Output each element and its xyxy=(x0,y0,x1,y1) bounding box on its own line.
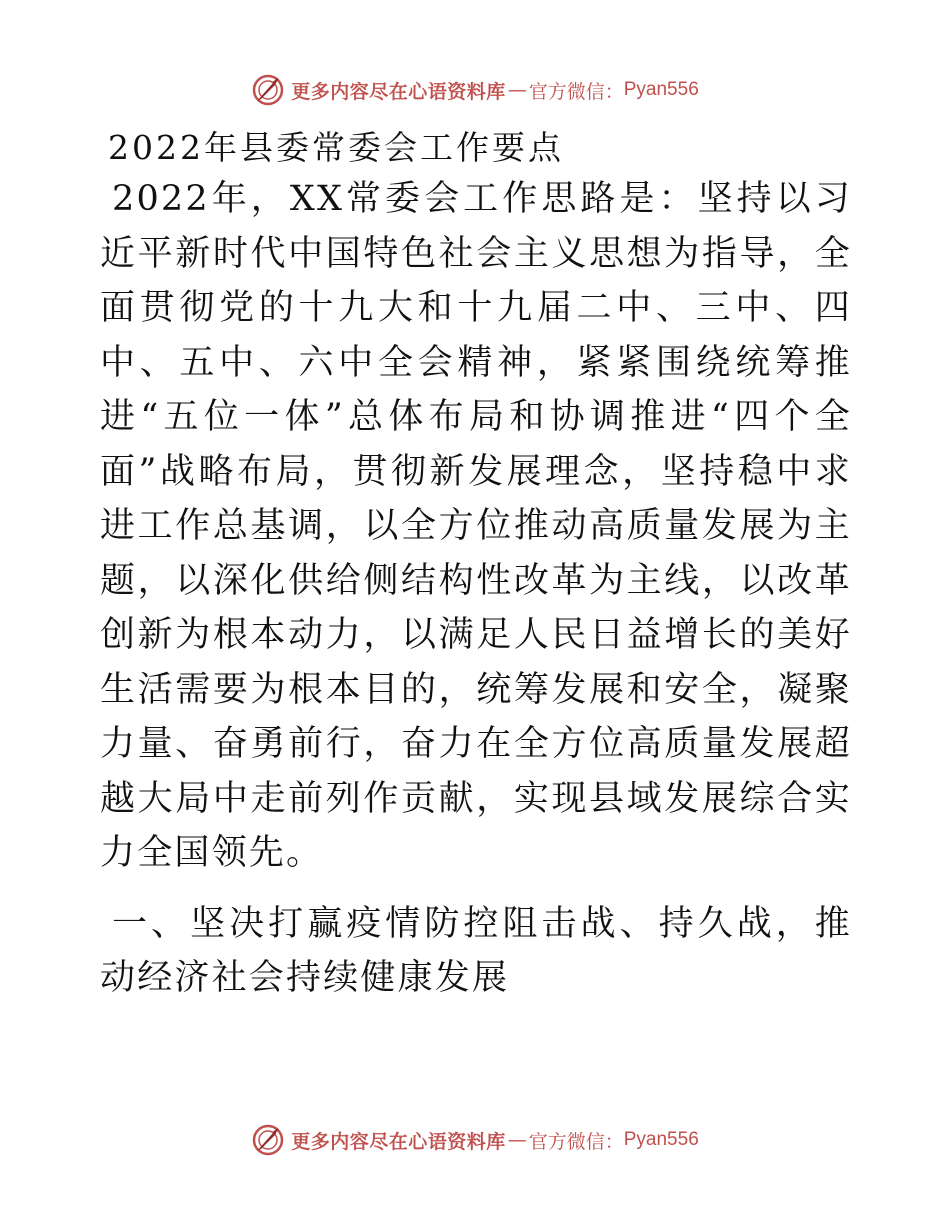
banner-main-text: 更多内容尽在心语资料库 xyxy=(291,80,506,103)
banner-wechat-id: Pyan556 xyxy=(623,1129,699,1150)
section-1-heading: 一、坚决打赢疫情防控阻击战、持久战，推动经济社会持续健康发展 xyxy=(100,903,852,998)
intro-paragraph: 2022年，XX常委会工作思路是：坚持以习近平新时代中国特色社会主义思想为指导，全面贯彻党的十九大和十九届二中、三中、四中、五中、六中全会精神，紧紧围绕统筹推进“五位一体”总体布局和协调推进“四个全面”战略布局，贯彻新发展理念，坚持稳中求进工作总基调，以全方位推动高质量发展为主题，以深化供给侧结构性改革为主线，以改革创新为根本动力，以满足人民日益增长的美好生活需要为根本目的，统筹发展和安全，凝聚力量、奋勇前行，奋力在全方位高质量发展超越大局中走前列作贡献，实现县域发展综合实力全国领先。 xyxy=(100,179,852,873)
banner-dash: — xyxy=(507,1129,527,1151)
banner-main-text: 更多内容尽在心语资料库 xyxy=(291,1130,506,1153)
quill-seal-logo-icon xyxy=(251,73,285,107)
banner-dash: — xyxy=(507,79,527,101)
footer-banner xyxy=(0,1120,950,1160)
banner-sub-text: 官方微信： xyxy=(528,1130,624,1153)
document-title: 2022年县委常委会工作要点 xyxy=(108,128,564,167)
banner-sub-text: 官方微信： xyxy=(528,80,624,103)
header-banner xyxy=(0,70,950,110)
document-body xyxy=(100,172,852,1006)
banner-wechat-id: Pyan556 xyxy=(623,79,699,100)
quill-seal-logo-icon xyxy=(251,1123,285,1157)
